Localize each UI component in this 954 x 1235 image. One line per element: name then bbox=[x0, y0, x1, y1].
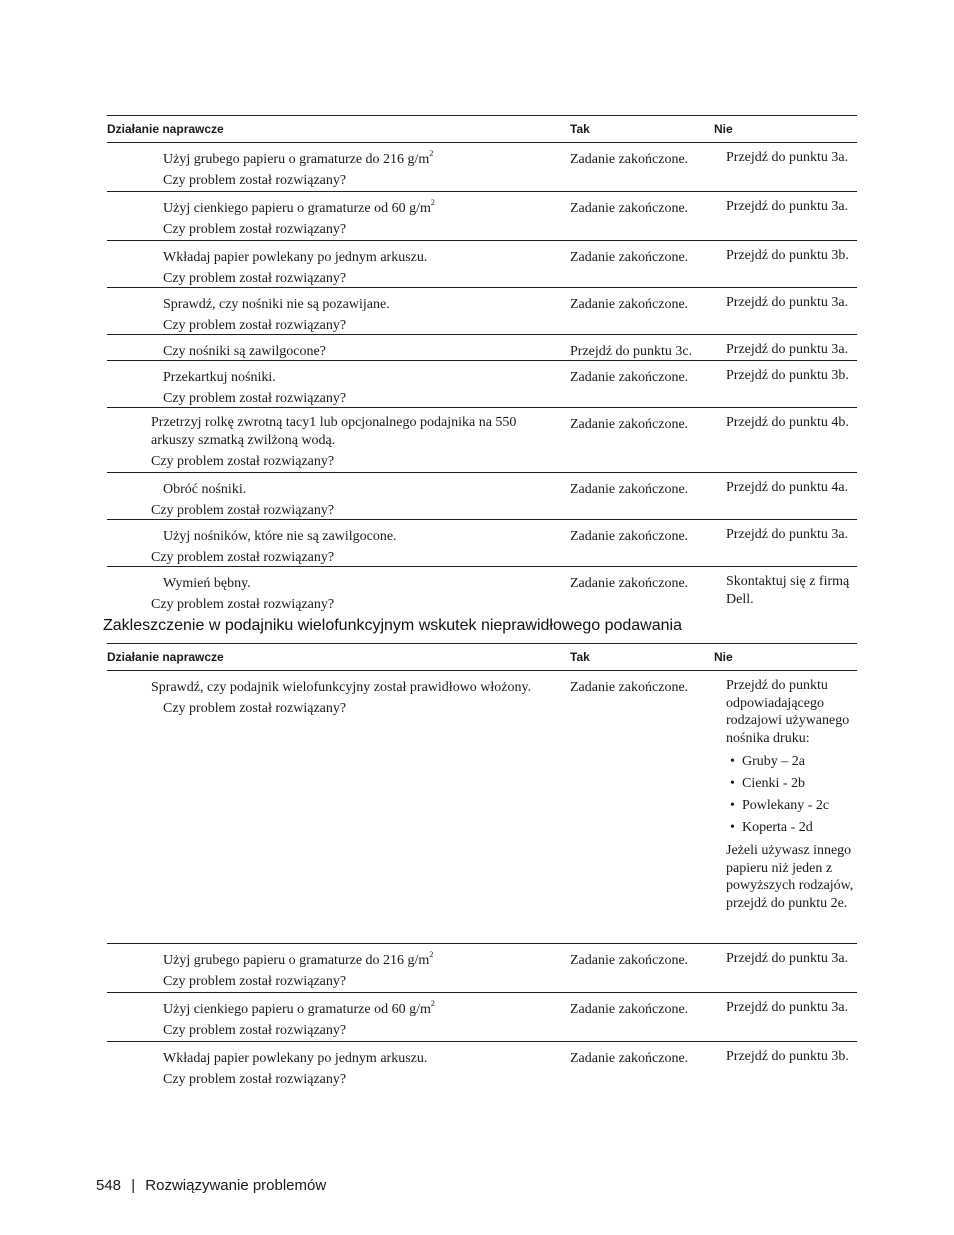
action-cell bbox=[107, 198, 618, 240]
question-text: Czy problem został rozwiązany? bbox=[163, 222, 347, 237]
question-text: Czy problem został rozwiązany? bbox=[163, 1072, 347, 1087]
list-item: • Gruby – 2a bbox=[726, 751, 861, 773]
table-row bbox=[107, 143, 857, 192]
no-cell: Skontaktuj się z firmą Dell. bbox=[726, 574, 850, 607]
action-cell bbox=[107, 479, 562, 521]
action-cell bbox=[107, 573, 562, 615]
table-row bbox=[107, 361, 857, 408]
header-no: Nie bbox=[714, 650, 733, 664]
action-cell bbox=[107, 247, 618, 289]
no-cell bbox=[726, 677, 861, 912]
yes-cell: Zadanie zakończone. bbox=[570, 576, 689, 591]
no-cell: Przejdź do punktu 3b. bbox=[726, 368, 849, 383]
list-item: • Cienki - 2b bbox=[726, 773, 861, 795]
action-text: Przetrzyj rolkę zwrotną tacy1 lub opcjonalnego podajnika na 550 arkuszy szmatką zwilżoną wodą. bbox=[151, 415, 517, 448]
no-cell: Przejdź do punktu 4a. bbox=[726, 480, 849, 495]
yes-cell: Zadanie zakończone. bbox=[570, 1051, 689, 1066]
header-no: Nie bbox=[714, 122, 733, 136]
question-text: Czy problem został rozwiązany? bbox=[151, 550, 335, 565]
action-cell bbox=[107, 526, 562, 568]
action-cell bbox=[107, 367, 618, 409]
superscript: 2 bbox=[429, 149, 434, 158]
yes-cell: Zadanie zakończone. bbox=[570, 250, 689, 265]
table-row bbox=[107, 408, 857, 473]
no-cell: Przejdź do punktu 4b. bbox=[726, 415, 849, 430]
question-text: Czy problem został rozwiązany? bbox=[163, 1023, 347, 1038]
table-row bbox=[107, 671, 857, 944]
superscript: 2 bbox=[430, 999, 435, 1008]
yes-cell: Zadanie zakończone. bbox=[570, 680, 689, 695]
page-number: 548 bbox=[96, 1177, 122, 1194]
action-text: Wkładaj papier powlekany po jednym arkuszu. bbox=[163, 1051, 428, 1066]
footer-separator: | bbox=[131, 1177, 136, 1194]
action-text: Sprawdź, czy nośniki nie są pozawijane. bbox=[163, 297, 390, 312]
question-text: Czy problem został rozwiązany? bbox=[151, 503, 335, 518]
action-text: Użyj grubego papieru o gramaturze do 216 g/m bbox=[163, 152, 430, 167]
yes-cell: Zadanie zakończone. bbox=[570, 953, 689, 968]
question-text: Czy problem został rozwiązany? bbox=[163, 318, 347, 333]
action-text: Przekartkuj nośniki. bbox=[163, 370, 276, 385]
action-cell bbox=[107, 294, 618, 336]
question-text: Czy problem został rozwiązany? bbox=[163, 271, 347, 286]
table-row bbox=[107, 241, 857, 288]
action-cell bbox=[107, 677, 562, 719]
table-header bbox=[107, 643, 857, 671]
table-row bbox=[107, 1042, 857, 1090]
action-cell bbox=[107, 414, 551, 474]
table-row bbox=[107, 993, 857, 1042]
yes-cell: Zadanie zakończone. bbox=[570, 201, 689, 216]
no-cell: Przejdź do punktu 3a. bbox=[726, 199, 849, 214]
header-action: Działanie naprawcze bbox=[107, 650, 224, 664]
yes-cell: Zadanie zakończone. bbox=[570, 529, 689, 544]
no-cell: Przejdź do punktu 3b. bbox=[726, 1049, 849, 1064]
yes-cell: Zadanie zakończone. bbox=[570, 370, 689, 385]
yes-cell: Przejdź do punktu 3c. bbox=[570, 344, 693, 359]
action-text: Użyj cienkiego papieru o gramaturze od 60 g/m bbox=[163, 1002, 431, 1017]
media-type-list bbox=[726, 751, 861, 839]
no-cell: Przejdź do punktu 3a. bbox=[726, 1000, 849, 1015]
yes-cell: Zadanie zakończone. bbox=[570, 297, 689, 312]
table-row bbox=[107, 520, 857, 567]
no-cell: Przejdź do punktu 3a. bbox=[726, 295, 849, 310]
header-action: Działanie naprawcze bbox=[107, 122, 224, 136]
question-text: Czy problem został rozwiązany? bbox=[151, 454, 335, 469]
question-text: Czy problem został rozwiązany? bbox=[163, 701, 347, 716]
no-cell: Przejdź do punktu 3a. bbox=[726, 342, 849, 357]
footer-section-name: Rozwiązywanie problemów bbox=[145, 1177, 327, 1194]
table-row bbox=[107, 944, 857, 993]
superscript: 2 bbox=[430, 198, 435, 207]
header-yes: Tak bbox=[570, 122, 590, 136]
list-item: • Powlekany - 2c bbox=[726, 795, 861, 817]
action-cell bbox=[107, 149, 618, 191]
action-text: Użyj grubego papieru o gramaturze do 216 g/m bbox=[163, 953, 430, 968]
yes-cell: Zadanie zakończone. bbox=[570, 417, 689, 432]
section-title: Zakleszczenie w podajniku wielofunkcyjnym wskutek nieprawidłowego podawania bbox=[103, 617, 682, 634]
action-text: Obróć nośniki. bbox=[163, 482, 247, 497]
troubleshooting-table-2 bbox=[107, 643, 857, 1090]
no-cell: Przejdź do punktu 3b. bbox=[726, 248, 849, 263]
table-row bbox=[107, 473, 857, 520]
table-row bbox=[107, 288, 857, 335]
action-text: Użyj nośników, które nie są zawilgocone. bbox=[163, 529, 397, 544]
question-text: Czy problem został rozwiązany? bbox=[163, 974, 347, 989]
page-footer bbox=[96, 1177, 326, 1194]
table-row bbox=[107, 335, 857, 361]
list-item: • Koperta - 2d bbox=[726, 817, 861, 839]
no-intro-text: Przejdź do punktu odpowiadającego rodzajowi używanego nośnika druku: bbox=[726, 678, 850, 746]
action-cell bbox=[107, 950, 618, 992]
action-text: Wymień bębny. bbox=[163, 576, 251, 591]
superscript: 2 bbox=[429, 950, 434, 959]
action-cell bbox=[107, 341, 618, 362]
action-text: Użyj cienkiego papieru o gramaturze od 60 g/m bbox=[163, 201, 431, 216]
table-row bbox=[107, 192, 857, 241]
question-text: Czy problem został rozwiązany? bbox=[163, 391, 347, 406]
troubleshooting-table-1 bbox=[107, 115, 857, 613]
table-header bbox=[107, 115, 857, 143]
yes-cell: Zadanie zakończone. bbox=[570, 152, 689, 167]
action-cell bbox=[107, 999, 618, 1041]
yes-cell: Zadanie zakończone. bbox=[570, 482, 689, 497]
no-outro-text: Jeżeli używasz innego papieru niż jeden z powyższych rodzajów, przejdź do punktu 2e. bbox=[726, 843, 854, 911]
action-cell bbox=[107, 1048, 618, 1090]
no-cell: Przejdź do punktu 3a. bbox=[726, 527, 849, 542]
question-text: Czy nośniki są zawilgocone? bbox=[163, 344, 326, 359]
header-yes: Tak bbox=[570, 650, 590, 664]
action-text: Sprawdź, czy podajnik wielofunkcyjny został prawidłowo włożony. bbox=[151, 680, 532, 695]
no-cell: Przejdź do punktu 3a. bbox=[726, 150, 849, 165]
action-text: Wkładaj papier powlekany po jednym arkuszu. bbox=[163, 250, 428, 265]
question-text: Czy problem został rozwiązany? bbox=[163, 173, 347, 188]
question-text: Czy problem został rozwiązany? bbox=[151, 597, 335, 612]
table-row bbox=[107, 567, 857, 613]
yes-cell: Zadanie zakończone. bbox=[570, 1002, 689, 1017]
no-cell: Przejdź do punktu 3a. bbox=[726, 951, 849, 966]
